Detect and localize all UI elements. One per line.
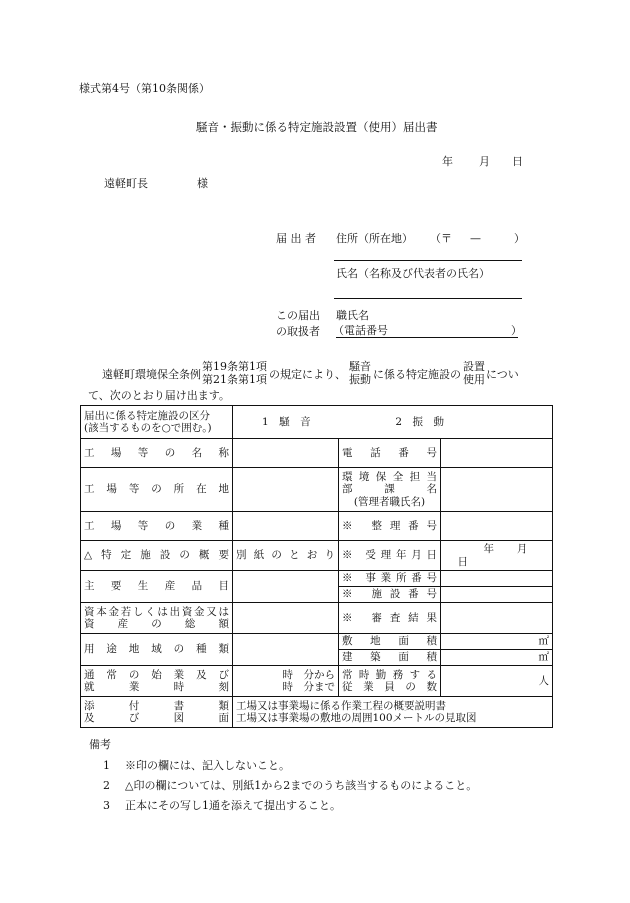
employees-label-2: 従業員の数 — [342, 681, 437, 693]
postal-dash: — — [470, 232, 481, 245]
table-row — [81, 697, 553, 728]
handler-phone-label: （電話番号 — [333, 324, 388, 337]
hours-value[interactable] — [233, 666, 339, 697]
postal-open: （〒 — [430, 232, 452, 245]
note-text-3: 正本にその写し1通を添えて提出すること。 — [125, 799, 341, 812]
table-row — [81, 439, 553, 468]
building-area-label: 建築面積 — [339, 650, 441, 666]
site-area-value[interactable]: ㎡ — [441, 634, 553, 650]
env-officer-label-2: 部課名 — [342, 483, 437, 496]
date-year-label: 年 — [442, 155, 453, 168]
building-area-value[interactable]: ㎡ — [441, 650, 553, 666]
see-attached-text: 別紙のとおり — [233, 541, 339, 571]
attachment-item-1: 工場又は事業場に係る作業工程の概要説明書 — [236, 699, 446, 712]
table-row — [81, 541, 553, 571]
hours-from: 時 分から — [282, 668, 335, 681]
intro-kind1: 騒音 — [349, 360, 371, 374]
intro-article2: 第21条第1項 — [202, 373, 267, 386]
phone-underline — [336, 337, 518, 338]
page-title: 騒音・振動に係る特定施設設置（使用）届出書 — [196, 120, 438, 134]
env-officer-label-1: 環境保全担当 — [342, 471, 437, 484]
hours-label — [81, 666, 233, 697]
intro-actions — [463, 361, 485, 386]
postal-close: ） — [514, 232, 525, 245]
option-noise[interactable]: 1 騒 音 — [262, 415, 311, 428]
category-label-cell — [81, 406, 233, 439]
office-number-value — [441, 571, 553, 587]
intro-action1: 設置 — [463, 360, 485, 374]
capital-label — [81, 603, 233, 634]
table-row — [81, 468, 553, 512]
table-row — [81, 571, 553, 587]
factory-location-label: 工場等の所在地 — [81, 468, 233, 512]
intro-part2: の規定により、 — [269, 368, 346, 381]
factory-location-value[interactable] — [233, 468, 339, 512]
office-number-label: ※ 事業所番号 — [339, 571, 441, 587]
ref-number-label: ※ 整理番号 — [339, 512, 441, 541]
capital-label-1: 資本金若しくは出資金又は — [84, 605, 229, 618]
receipt-year-label: 年 — [483, 543, 494, 556]
table-row — [81, 603, 553, 634]
date-month-label: 月 — [479, 155, 490, 168]
factory-business-label: 工場等の業種 — [81, 512, 233, 541]
attachments-label-1: 添付書類 — [84, 699, 229, 712]
attachments-label — [81, 697, 233, 728]
env-officer-label-3: (管理者職氏名) — [353, 495, 426, 508]
name-underline — [334, 298, 522, 299]
notification-table — [80, 405, 553, 728]
intro-kind2: 振動 — [349, 373, 371, 386]
intro-articles — [202, 361, 267, 386]
phone-value[interactable] — [441, 439, 553, 468]
facility-number-label: ※ 施設番号 — [339, 587, 441, 603]
env-officer-value[interactable] — [441, 468, 553, 512]
address-underline — [334, 260, 522, 261]
receipt-date-value — [441, 541, 553, 571]
factory-business-value[interactable] — [233, 512, 339, 541]
employees-label-1: 常時勤務する — [342, 668, 437, 681]
handler-label-line1: この届出 — [276, 309, 320, 322]
name-label: 氏名（名称及び代表者の氏名） — [336, 267, 490, 280]
capital-value[interactable] — [233, 603, 339, 634]
intro-part4: につい — [486, 368, 519, 381]
handler-phone-close: ） — [511, 324, 522, 337]
factory-name-value[interactable] — [233, 439, 339, 468]
note-number-2: 2 — [103, 779, 110, 792]
attachment-item-2: 工場又は事業場の敷地の周囲100メートルの見取図 — [236, 712, 477, 724]
site-area-label: 敷地面積 — [339, 634, 441, 650]
main-products-label: 主要生産品目 — [81, 571, 233, 603]
zoning-label: 用途地域の種類 — [81, 634, 233, 666]
table-row — [81, 634, 553, 650]
main-products-value[interactable] — [233, 571, 339, 603]
note-text-1: ※印の欄には、記入しないこと。 — [125, 759, 290, 772]
receipt-month-label: 月 — [516, 543, 528, 556]
attachments-label-2: 及び図面 — [84, 712, 229, 724]
intro-action2: 使用 — [463, 373, 485, 386]
note-number-1: 1 — [103, 759, 110, 772]
date-day-label: 日 — [512, 155, 523, 168]
handler-label-line2: の取扱者 — [276, 325, 320, 338]
note-number-3: 3 — [103, 799, 110, 812]
receipt-day-label: 日 — [457, 555, 468, 568]
intro-kinds — [349, 361, 371, 386]
address-label: 住所（所在地） — [336, 232, 413, 245]
handler-title-label: 職氏名 — [336, 309, 369, 322]
factory-name-label: 工場等の名称 — [81, 439, 233, 468]
category-label-1: 届出に係る特定施設の区分 — [84, 409, 210, 422]
intro-line2: て、次のとおり届け出ます。 — [88, 389, 230, 402]
addressee-name: 遠軽町長 — [104, 177, 148, 190]
notes-heading: 備考 — [89, 738, 111, 751]
capital-label-2: 資産の総額 — [84, 618, 229, 630]
intro-article1: 第19条第1項 — [202, 360, 267, 374]
table-row — [81, 666, 553, 697]
review-result-label: ※ 審査結果 — [339, 603, 441, 634]
phone-label: 電話番号 — [339, 439, 441, 468]
intro-sentence — [102, 359, 519, 389]
option-vibration[interactable]: 2 振 動 — [395, 415, 445, 428]
hours-to: 時 分まで — [282, 681, 335, 693]
note-text-2: △印の欄については、別紙1から2までのうち該当するものによること。 — [125, 779, 478, 792]
hours-label-1: 通常の始業及び — [84, 668, 229, 681]
category-options-cell[interactable] — [233, 406, 553, 439]
notifier-label: 届 出 者 — [276, 232, 316, 245]
facility-number-value — [441, 587, 553, 603]
intro-part3: に係る特定施設の — [373, 368, 461, 381]
employees-label — [339, 666, 441, 697]
table-row — [81, 512, 553, 541]
category-label-2: (該当するものを○で囲む。) — [84, 422, 212, 434]
env-officer-label — [339, 468, 441, 512]
attachments-value — [233, 697, 553, 728]
employees-value[interactable]: 人 — [441, 666, 553, 697]
hours-label-2: 就業時刻 — [84, 681, 229, 693]
intro-part1: 遠軽町環境保全条例 — [102, 368, 201, 381]
receipt-date-label: ※ 受理年月日 — [339, 541, 441, 571]
table-row — [81, 406, 553, 439]
facility-overview-label: △特定施設の概要 — [81, 541, 233, 571]
ref-number-value — [441, 512, 553, 541]
addressee-honorific: 様 — [197, 177, 208, 190]
zoning-value[interactable] — [233, 634, 339, 666]
form-number: 様式第4号（第10条関係） — [79, 82, 210, 95]
review-result-value — [441, 603, 553, 634]
